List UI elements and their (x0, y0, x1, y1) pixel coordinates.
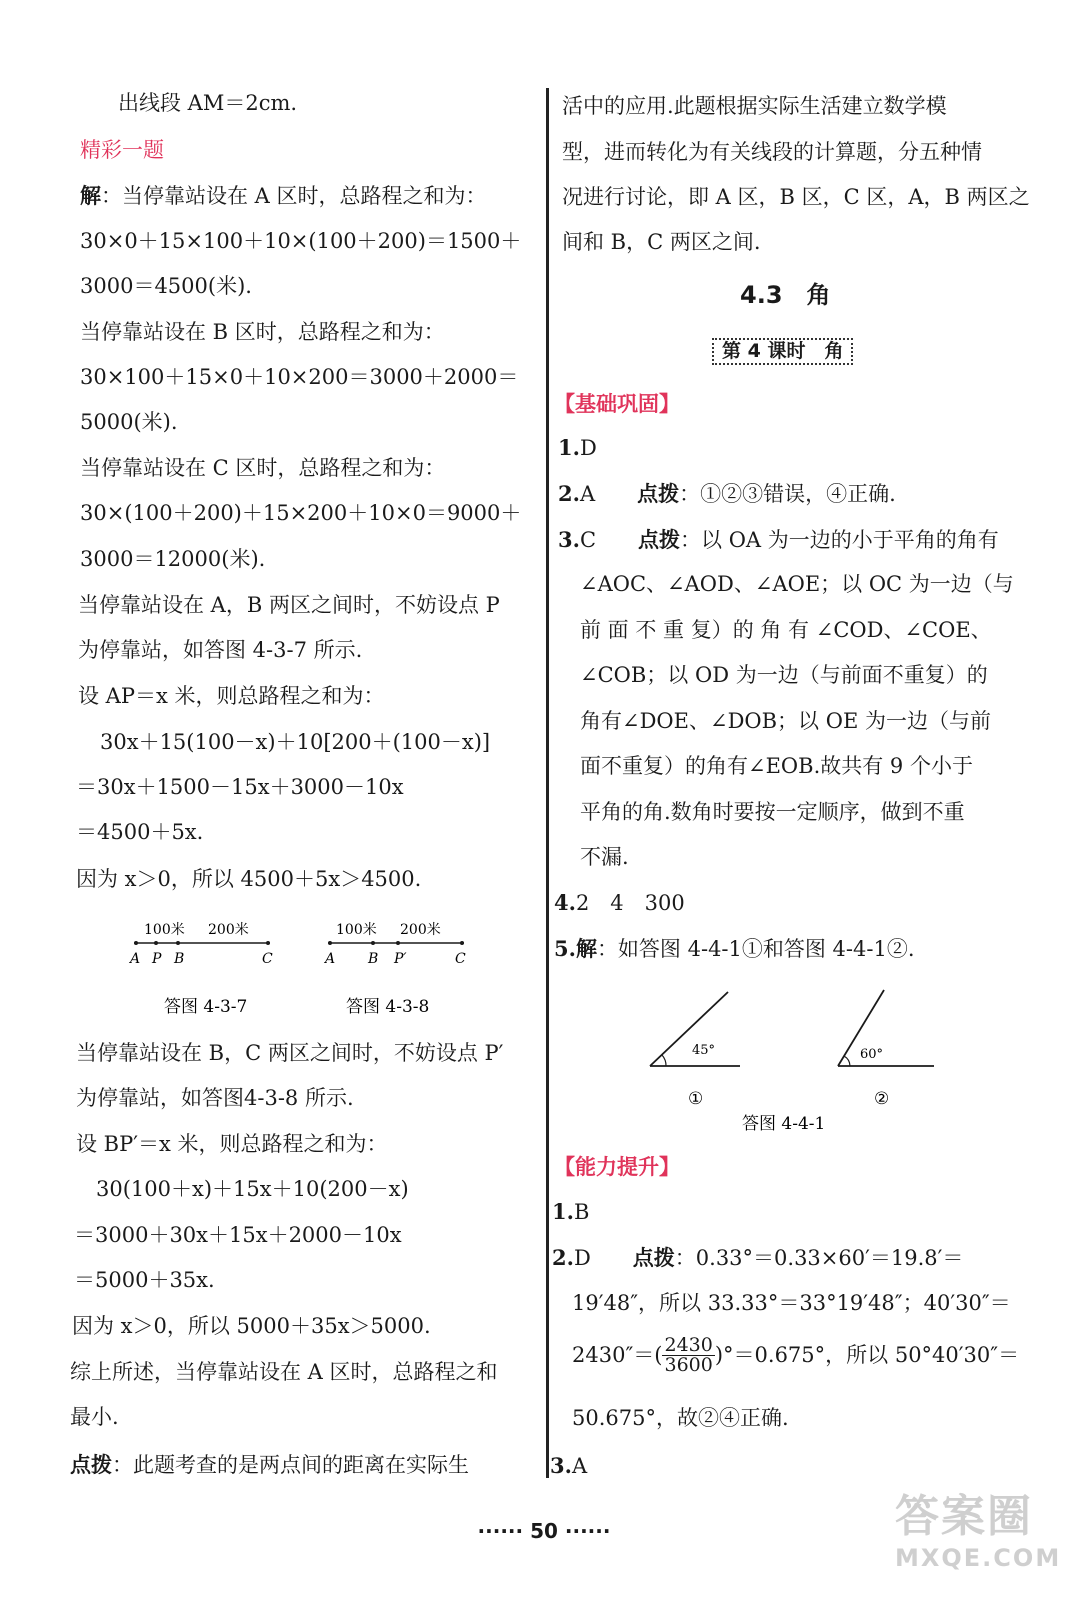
text-line: 间和 B，C 两区之间. (562, 230, 761, 254)
equation-line: ＝3000＋30x＋15x＋2000－10x (74, 1223, 402, 1247)
text-line: 不漏. (580, 845, 629, 869)
section-title: 精彩一题 (80, 138, 164, 162)
text-line: 出线段 AM＝2cm. (118, 91, 298, 115)
text-line: 最小. (70, 1405, 119, 1429)
answer-1: 1.D (558, 435, 597, 460)
text-line: 况进行讨论，即 A 区，B 区，C 区，A，B 两区之 (562, 185, 1030, 209)
equation-line: 30x＋15(100－x)＋10[200＋(100－x)] (100, 730, 491, 754)
distance-label: 200米 (400, 922, 441, 938)
text-line: 前 面 不 重 复）的 角 有 ∠COD、∠COE、 (580, 618, 992, 642)
answer-2: 2.A 点拨：①②③错误，④正确. (558, 481, 896, 506)
segment-figures (70, 912, 540, 1022)
watermark-text: 答案圈 (895, 1491, 1033, 1542)
point-label: P (152, 951, 162, 967)
text-line: 点拨：此题考查的是两点间的距离在实际生 (70, 1452, 469, 1477)
text-line: 3000＝12000(米). (80, 547, 266, 571)
equation-line: 30(100＋x)＋15x＋10(200－x) (96, 1177, 409, 1201)
figure-number: ① (688, 1089, 704, 1109)
text-line: 设 BP′＝x 米，则总路程之和为： (76, 1132, 388, 1156)
answer-5: 5.解：如答图 4-4-1①和答图 4-4-1②. (554, 936, 915, 961)
text-line: 综上所述，当停靠站设在 A 区时，总路程之和 (70, 1360, 498, 1384)
text-line: 面不重复）的角有∠EOB.故共有 9 个小于 (580, 754, 973, 778)
text-line: 19′48″，所以 33.33°＝33°19′48″；40′30″＝ (572, 1291, 1011, 1315)
text-line: 设 AP＝x 米，则总路程之和为： (78, 684, 385, 708)
answer-1: 1.B (552, 1199, 590, 1224)
label-hint: 点拨 (70, 1452, 112, 1477)
text-line: 3000＝4500(米). (80, 274, 252, 298)
text-line: 30×100＋15×0＋10×200＝3000＋2000＝ (80, 365, 519, 389)
figure-caption: 答图 4-3-8 (346, 997, 430, 1017)
text-line: 5000(米). (80, 410, 178, 434)
angle-label: 45° (692, 1043, 716, 1058)
figure-4-3-7 (128, 921, 273, 1017)
point-label: C (262, 951, 273, 967)
fraction: $\frac{2430}{3600}$ (664, 1334, 713, 1376)
text-line: 当停靠站设在 C 区时，总路程之和为： (80, 456, 446, 480)
figure-caption: 答图 4-3-7 (164, 997, 248, 1017)
fraction-line: 2430″＝( $\frac{2430}{3600}$ )°＝0.675°，所以 50°40′30″＝ (572, 1334, 1020, 1376)
figure-number: ② (874, 1089, 890, 1109)
point-label: A (130, 951, 141, 967)
figure-caption: 答图 4-4-1 (742, 1114, 826, 1132)
tag-basic: 【基础巩固】 (554, 392, 680, 416)
answer-3: 3.A (550, 1453, 588, 1478)
figure-4-3-8 (323, 921, 466, 1017)
answer-2: 2.D 点拨：0.33°＝0.33×60′＝19.8′＝ (552, 1245, 964, 1270)
text-line: 30×(100＋200)＋15×200＋10×0＝9000＋ (80, 501, 522, 525)
angle-45-figure (650, 992, 740, 1109)
answer-3: 3.C 点拨：以 OA 为一边的小于平角的角有 (558, 527, 999, 552)
text-line: 因为 x＞0，所以 5000＋35x＞5000. (72, 1314, 431, 1338)
text-line: 为停靠站，如答图4-3-8 所示. (76, 1086, 354, 1110)
text-line: 50.675°，故②④正确. (572, 1406, 789, 1430)
distance-label: 200米 (208, 922, 249, 938)
text-line: 当停靠站设在 A，B 两区之间时，不妨设点 P (78, 593, 500, 617)
text-line: 当停靠站设在 B，C 两区之间时，不妨设点 P′ (76, 1041, 504, 1065)
angle-60-figure (838, 990, 934, 1109)
column-divider (546, 88, 549, 1478)
page-number: ······ 50 ······ (477, 1519, 611, 1543)
distance-label: 100米 (144, 922, 185, 938)
text-line: 当停靠站设在 B 区时，总路程之和为： (80, 320, 445, 344)
answer-4: 4.2 4 300 (554, 890, 685, 915)
text-line: 因为 x＞0，所以 4500＋5x＞4500. (76, 867, 422, 891)
equation-line: ＝4500＋5x. (76, 820, 204, 844)
text-line: 平角的角.数角时要按一定顺序，做到不重 (580, 800, 965, 824)
text-line: ∠AOC、∠AOD、∠AOE；以 OC 为一边（与 (580, 572, 1014, 596)
watermark-logo (895, 1480, 1065, 1585)
text-line: 解：当停靠站设在 A 区时，总路程之和为： (80, 183, 487, 208)
equation-line: ＝5000＋35x. (74, 1268, 215, 1292)
point-label: C (455, 951, 466, 967)
lesson-title-box: 第 4 课时 角 (712, 338, 853, 365)
point-label: A (325, 951, 336, 967)
point-label: B (368, 951, 379, 967)
text-line: 型，进而转化为有关线段的计算题，分五种情 (562, 140, 982, 164)
text-line: 30×0＋15×100＋10×(100＋200)＝1500＋ (80, 229, 522, 253)
point-label: B (174, 951, 185, 967)
angle-figure (632, 982, 962, 1132)
text-line: 角有∠DOE、∠DOB；以 OE 为一边（与前 (580, 709, 991, 733)
tag-advanced: 【能力提升】 (554, 1155, 680, 1179)
text-line: ∠COB；以 OD 为一边（与前面不重复）的 (580, 663, 988, 687)
text-line: 为停靠站，如答图 4-3-7 所示. (78, 638, 363, 662)
point-label: P′ (394, 951, 407, 967)
label-solution: 解 (80, 183, 101, 208)
watermark-url: MXQE.COM (895, 1544, 1062, 1572)
angle-label: 60° (860, 1047, 884, 1062)
equation-line: ＝30x＋1500－15x＋3000－10x (76, 775, 404, 799)
distance-label: 100米 (336, 922, 377, 938)
section-heading: 4.3 角 (740, 281, 831, 309)
text-line: 活中的应用.此题根据实际生活建立数学模 (562, 94, 947, 118)
